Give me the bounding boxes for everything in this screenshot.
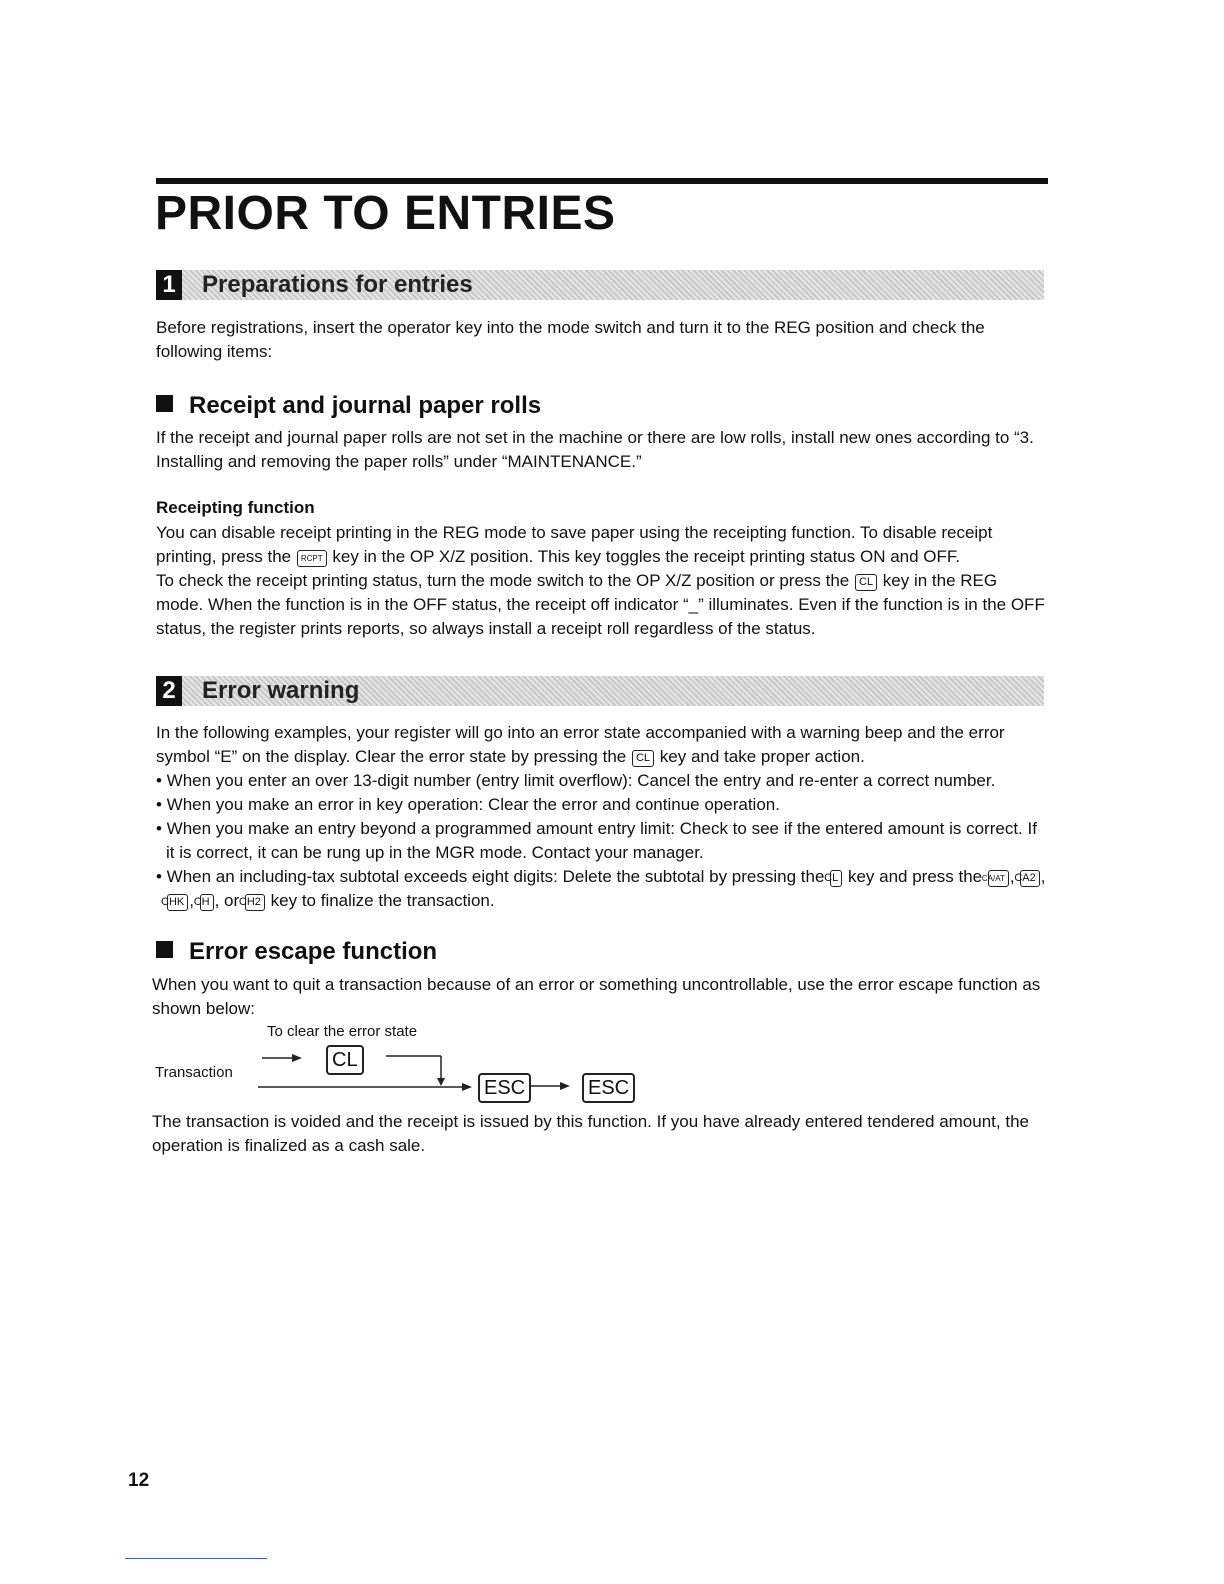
- separator: ,: [1040, 867, 1046, 886]
- page-number: 12: [128, 1470, 150, 1491]
- section-1-number: 1: [156, 270, 182, 300]
- ch2-key-icon: CH2: [245, 894, 265, 911]
- error-intro-text-b: key and take proper action.: [659, 747, 865, 766]
- section-1-intro: Before registrations, insert the operator key into the mode switch and turn it to the REG position and check the following items:: [156, 318, 985, 361]
- page-title: PRIOR TO ENTRIES: [155, 187, 616, 240]
- paper-rolls-text: If the receipt and journal paper rolls are not set in the machine or there are low rolls, install new ones according to “3. Installing and removing the paper rolls” under “MAINTENANCE.”: [156, 428, 1034, 471]
- list-item: • When you make an error in key operation: Clear the error and continue operation.: [156, 795, 780, 814]
- error-escape-outro: The transaction is voided and the receipt is issued by this function. If you have already entered tendered amount, the operation is finalized as a cash sale.: [152, 1112, 1029, 1155]
- receipting-text-2b: key in the REG mode. When the function is in the OFF status, the receipt off indicator “_” illuminates. Even if the function is in the OFF status, the register prints reports, so always install a receipt roll regardless of the status.: [156, 571, 1045, 638]
- esc-key-icon: ESC: [478, 1073, 531, 1103]
- title-rule: [156, 178, 1048, 184]
- ca-at-key-icon: CA/AT: [988, 870, 1009, 887]
- diagram-transaction-label: Transaction: [155, 1064, 233, 1081]
- ch-key-icon: CH: [200, 894, 214, 911]
- receipting-paragraph-2: [156, 569, 1048, 641]
- bullet4-text-c: key to finalize the transaction.: [270, 891, 495, 910]
- cl-key-icon: CL: [830, 870, 842, 887]
- cl-key-icon: CL: [632, 750, 654, 767]
- error-escape-intro: When you want to quit a transaction because of an error or something uncontrollable, use the error escape function as shown below:: [152, 975, 1041, 1018]
- receipting-text-1a: You can disable receipt printing in the REG mode to save paper using the receipting function. To disable receipt printing, press the: [156, 523, 993, 566]
- receipting-heading: Receipting function: [156, 498, 315, 517]
- bullet4-text-a: • When an including-tax subtotal exceeds eight digits: Delete the subtotal by pressing the: [156, 867, 825, 886]
- receipting-paragraph-1: [156, 521, 1048, 569]
- square-bullet-icon: [156, 395, 173, 412]
- error-escape-heading: [156, 938, 437, 966]
- separator: ,: [1009, 867, 1015, 886]
- section-2-header: [156, 676, 1044, 706]
- list-item: • When you make an entry beyond a programmed amount entry limit: Check to see if the entered amount is correct. If it is correct, it can be rung up in the MGR mode. Contact your manager.: [156, 819, 1037, 862]
- chk-key-icon: CHK: [167, 894, 188, 911]
- separator: , or: [214, 891, 240, 910]
- error-escape-diagram: [150, 1020, 670, 1110]
- receipting-text-2a: To check the receipt printing status, turn the mode switch to the OP X/Z position or press the: [156, 571, 850, 590]
- rcpt-key-icon: RCPT: [297, 550, 327, 567]
- error-warning-intro: [156, 721, 1048, 769]
- section-1-title: Preparations for entries: [202, 271, 473, 298]
- square-bullet-icon: [156, 941, 173, 958]
- cl-key-icon: CL: [326, 1045, 364, 1075]
- esc-key-icon: ESC: [582, 1073, 635, 1103]
- bullet4-text-b: key and press the: [847, 867, 983, 886]
- paper-rolls-heading-text: Receipt and journal paper rolls: [189, 392, 542, 419]
- receipting-text-1b: key in the OP X/Z position. This key toggles the receipt printing status ON and OFF.: [332, 547, 961, 566]
- diagram-caption: To clear the error state: [267, 1023, 418, 1040]
- error-escape-heading-text: Error escape function: [189, 938, 438, 965]
- paper-rolls-heading: [156, 392, 541, 420]
- section-1-header: [156, 270, 1044, 300]
- error-warning-list: [156, 769, 1048, 913]
- list-item: • When you enter an over 13-digit number (entry limit overflow): Cancel the entry and re-enter a correct number.: [156, 771, 996, 790]
- section-2-title: Error warning: [202, 677, 360, 704]
- section-2-number: 2: [156, 676, 182, 706]
- list-item: [156, 865, 1048, 913]
- footer-rule: [125, 1558, 267, 1559]
- cl-key-icon: CL: [855, 574, 877, 591]
- ca2-key-icon: CA2: [1020, 870, 1039, 887]
- separator: ,: [189, 891, 194, 910]
- error-intro-text-a: In the following examples, your register will go into an error state accompanied with a warning beep and the error symbol “E” on the display. Clear the error state by pressing the: [156, 723, 1005, 766]
